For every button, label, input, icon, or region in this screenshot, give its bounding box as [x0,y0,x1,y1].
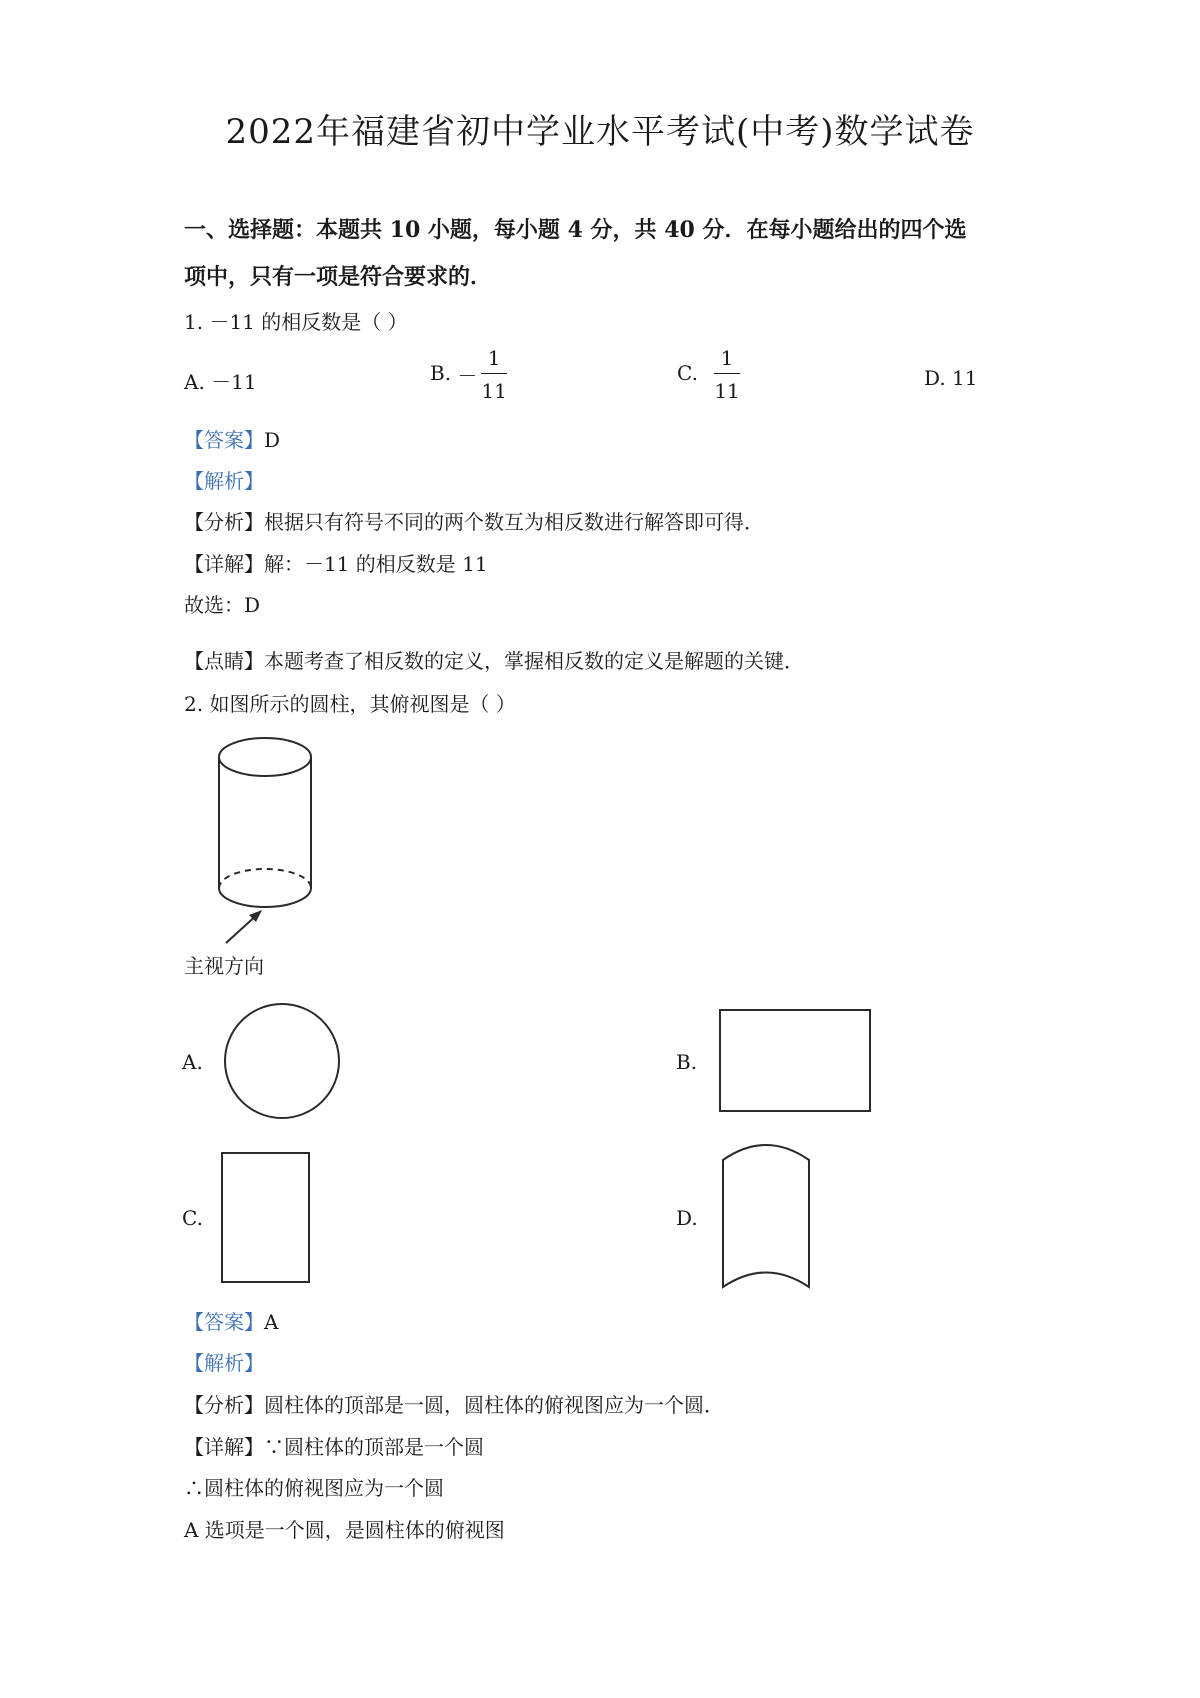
page-title: 2022年福建省初中学业水平考试(中考)数学试卷 [225,112,975,152]
q1-option-b-numerator: 1 [481,345,506,374]
section-heading-line2: 项中，只有一项是符合要求的． [184,264,493,290]
option-b-rectangle [720,1010,870,1111]
q2-answer-tag: 【答案】 [184,1310,264,1334]
q1-option-c-numerator: 1 [714,345,739,374]
q1-option-c-denominator: 11 [714,379,740,403]
q2-option-d-label: D. [676,1206,698,1230]
q1-option-b-prefix: B. [430,361,452,385]
q1-dianjing: 【点睛】本题考查了相反数的定义，掌握相反数的定义是解题的关键． [184,649,804,673]
q1-answer-tag: 【答案】 [184,428,264,452]
option-c-rectangle [222,1153,309,1282]
q1-stem: 1. －11 的相反数是（ ） [184,310,408,334]
q2-option-a-label: A. [182,1050,203,1074]
section-heading-line1: 一、选择题：本题共 10 小题，每小题 4 分，共 40 分．在每小题给出的四个选 [184,217,967,243]
q2-option-c-label: C. [182,1206,203,1230]
q1-option-c-prefix: C. [677,361,698,385]
q1-option-a: A. －11 [184,370,257,394]
q1-option-b-denominator: 11 [481,379,507,403]
q2-xiangjie: 【详解】∵圆柱体的顶部是一个圆 [184,1435,484,1459]
q2-answer-value: A [264,1310,279,1334]
figure-caption: 主视方向 [184,954,264,978]
q1-guxuan: 故选：D [184,593,261,617]
option-d-curved-shape [723,1145,809,1287]
q2-option-b-label: B. [676,1050,698,1074]
q1-xiangjie: 【详解】解：－11 的相反数是 11 [184,552,488,576]
q2-conclusion: A 选项是一个圆，是圆柱体的俯视图 [184,1518,505,1542]
q1-option-b-sign: － [457,364,478,388]
q2-fenxi: 【分析】圆柱体的顶部是一圆，圆柱体的俯视图应为一个圆． [184,1393,724,1417]
q1-fenxi: 【分析】根据只有符号不同的两个数互为相反数进行解答即可得． [184,510,764,534]
option-a-circle [225,1004,339,1118]
q1-option-d: D. 11 [924,366,978,390]
q2-answer [184,1306,278,1335]
q2-analysis-tag: 【解析】 [184,1351,264,1375]
q1-answer-value: D [264,428,281,452]
q1-analysis-tag: 【解析】 [184,469,264,493]
q2-therefore: ∴圆柱体的俯视图应为一个圆 [184,1476,444,1500]
q2-stem: 2. 如图所示的圆柱，其俯视图是（ ） [184,692,516,716]
